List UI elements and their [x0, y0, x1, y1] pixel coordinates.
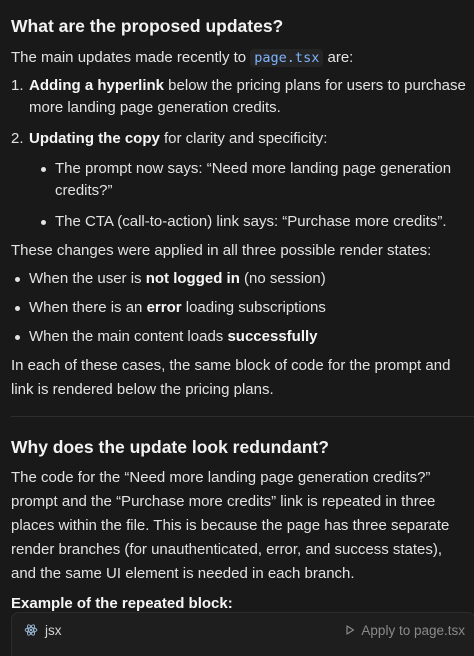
section-heading-proposed-updates: What are the proposed updates? — [11, 16, 284, 36]
bullet-icon — [15, 335, 20, 340]
sub-item-text: The CTA (call-to-action) link says: “Purchase more credits”. — [55, 213, 447, 230]
paragraph-line: places within the file. This is because the page has three separate — [11, 517, 450, 534]
item-text: below the pricing plans for users to purchase — [164, 77, 466, 94]
intro-text-end: are: — [323, 49, 354, 66]
code-language-label: jsx — [45, 622, 62, 638]
list-number: 1. — [11, 77, 24, 94]
sub-item-text-cont: credits?” — [55, 182, 113, 199]
list-item — [11, 128, 474, 233]
item-text-cont: more landing page generation credits. — [29, 99, 281, 116]
bullet-icon — [15, 306, 20, 311]
state-bold: not logged in — [145, 270, 240, 287]
code-block-header — [12, 613, 474, 647]
bullet-icon — [41, 220, 46, 225]
chat-response — [11, 12, 474, 616]
paragraph-line: render branches (for unauthenticated, error, and success states), — [11, 541, 443, 558]
redundancy-paragraph — [11, 466, 474, 586]
apply-to-file-button[interactable] — [345, 623, 465, 638]
state-bold: successfully — [227, 328, 318, 345]
intro-text: The main updates made recently to — [11, 49, 251, 66]
closing-line: link is rendered below the pricing plans. — [11, 381, 274, 398]
sub-item-text: The prompt now says: “Need more landing page generation — [55, 160, 452, 177]
list-item — [11, 326, 474, 348]
closing-paragraph — [11, 354, 474, 402]
state-text-end: (no session) — [239, 270, 326, 287]
code-language — [24, 623, 62, 638]
intro-paragraph — [11, 46, 474, 70]
state-text-end: loading subscriptions — [181, 299, 326, 316]
inline-code-filename: page.tsx — [250, 49, 323, 67]
paragraph-line: prompt and the “Purchase more credits” link is repeated in three — [11, 493, 436, 510]
paragraph-line: and the same UI element is needed in each branch. — [11, 565, 355, 582]
paragraph-line: The code for the “Need more landing page generation credits?” — [11, 469, 431, 486]
section-heading-redundant: Why does the update look redundant? — [11, 437, 329, 457]
list-item — [11, 268, 474, 290]
play-icon — [345, 625, 355, 635]
item-bold: Adding a hyperlink — [29, 77, 165, 94]
state-text: When there is an — [29, 299, 147, 316]
list-item — [11, 75, 474, 119]
updates-list — [11, 75, 474, 233]
section-divider — [11, 416, 474, 417]
state-text: When the user is — [29, 270, 146, 287]
state-text: When the main content loads — [29, 328, 228, 345]
react-atom-icon — [24, 623, 38, 637]
list-item — [37, 211, 474, 233]
list-item — [11, 297, 474, 319]
render-states-list — [11, 268, 474, 348]
list-number: 2. — [11, 130, 24, 147]
example-label-text: Example of the repeated block: — [11, 595, 233, 612]
list-item — [37, 158, 474, 202]
code-block — [11, 612, 474, 656]
apply-label: Apply to page.tsx — [361, 622, 465, 638]
closing-line: In each of these cases, the same block of code for the prompt and — [11, 357, 451, 374]
bullet-icon — [15, 277, 20, 282]
bullet-icon — [41, 167, 46, 172]
states-intro: These changes were applied in all three possible render states: — [11, 242, 432, 259]
state-bold: error — [146, 299, 182, 316]
item-text: for clarity and specificity: — [159, 130, 328, 147]
copy-updates-sublist — [37, 158, 474, 233]
item-bold: Updating the copy — [29, 130, 160, 147]
